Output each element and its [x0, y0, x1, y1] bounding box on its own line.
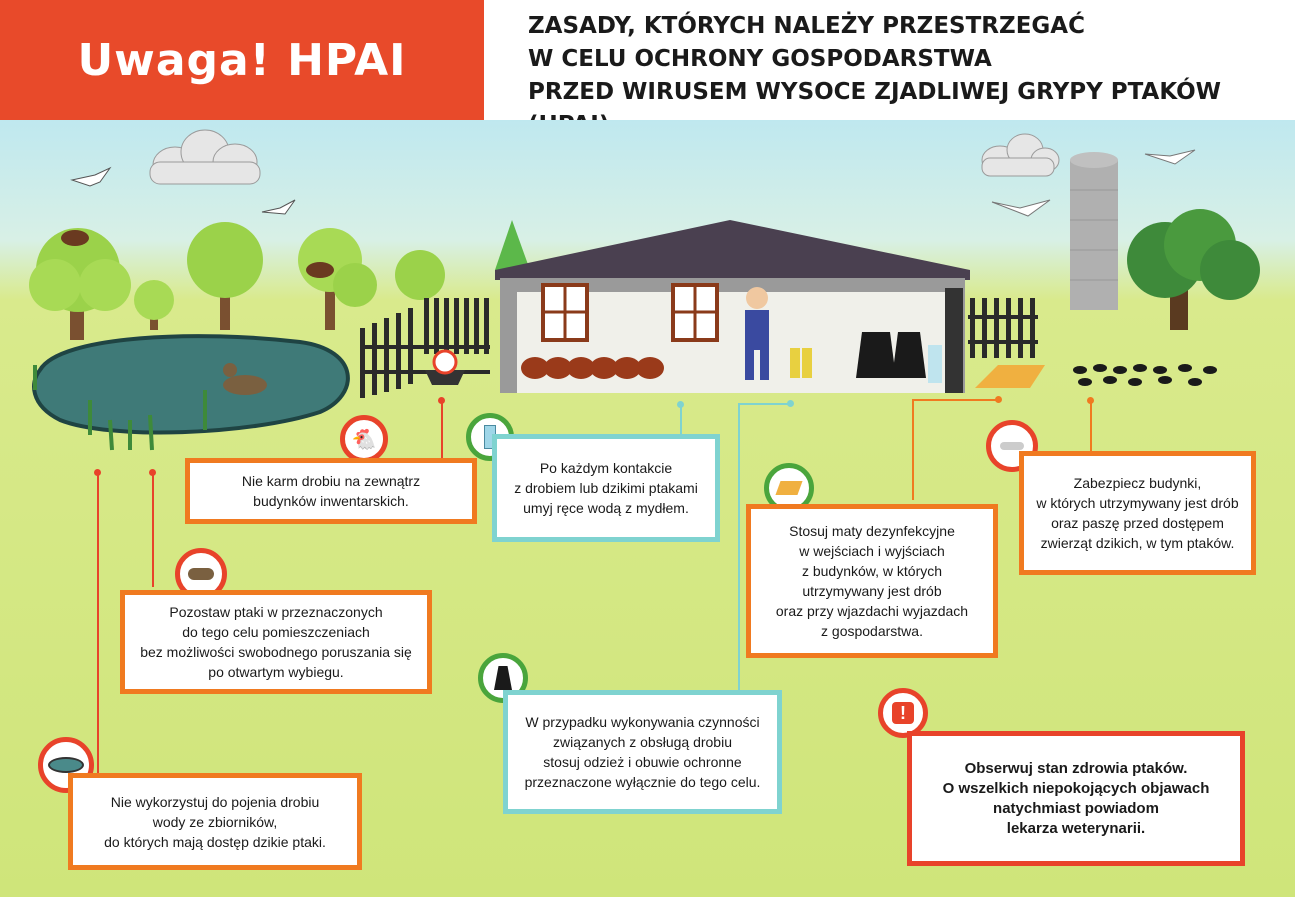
tip-secure-buildings — [1019, 451, 1256, 575]
tip-text: Nie wykorzystuj do pojenia drobiu — [110, 793, 320, 810]
tip-observe-health — [907, 731, 1245, 866]
tip-text: z gospodarstwa. — [821, 623, 923, 639]
perched-bird-icon — [306, 262, 334, 278]
tip-text: z budynków, w których — [801, 563, 943, 579]
barn-illustration — [495, 220, 970, 393]
tip-text: zwierząt dzikich, w tym ptaków. — [1040, 535, 1235, 551]
flying-bird-icon — [72, 168, 110, 186]
exclamation-icon: ! — [878, 688, 928, 738]
tip-no-outdoor-feeding — [185, 458, 477, 524]
tip-text: przeznaczone wyłącznie do tego celu. — [524, 774, 761, 790]
cloud-icon — [982, 134, 1059, 176]
tip-text: do których mają dostęp dzikie ptaki. — [104, 833, 326, 850]
tip-disinfection-mats — [746, 504, 998, 658]
tree-icon — [134, 280, 174, 330]
flying-bird-icon — [1145, 150, 1195, 164]
header-title-line: PRZED WIRUSEM WYSOCE ZJADLIWEJ GRYPY PTAKÓW — [528, 79, 1222, 105]
spray-bottle — [928, 345, 942, 383]
tree-icon — [298, 228, 377, 330]
flying-bird-icon — [262, 200, 295, 214]
footprints-icon — [1073, 364, 1217, 386]
disinfection-mat — [975, 365, 1045, 388]
tip-wash-hands — [492, 434, 720, 542]
tip-text: natychmiast powiadom — [993, 799, 1159, 817]
header-badge — [0, 0, 484, 120]
tip-text: utrzymywany jest drób — [802, 583, 942, 599]
header-title-line: ZASADY, KTÓRYCH NALEŻY PRZESTRZEGAĆ — [528, 13, 1085, 39]
header-title-line: W CELU OCHRONY GOSPODARSTWA — [528, 46, 992, 72]
fence-right — [968, 298, 1038, 358]
tip-text: wody ze zbiorników, — [152, 813, 278, 830]
flying-bird-icon — [992, 200, 1050, 216]
tip-water-source — [68, 773, 362, 870]
tip-text: oraz paszę przed dostępem — [1051, 515, 1224, 531]
tip-text: po otwartym wybiegu. — [208, 664, 344, 680]
tip-text: W przypadku wykonywania czynności — [525, 714, 760, 730]
pine-tree-icon — [495, 220, 530, 270]
tip-keep-birds-indoors — [120, 590, 432, 694]
tip-text: umyj ręce wodą z mydłem. — [523, 500, 689, 516]
tip-text: z drobiem lub dzikimi ptakami — [514, 480, 698, 496]
cloud-icon — [150, 130, 260, 184]
tip-text: Zabezpiecz budynki, — [1073, 475, 1202, 491]
feeder-icon — [425, 351, 465, 385]
tip-text: O wszelkich niepokojących objawach — [942, 779, 1210, 797]
tip-text: Nie karm drobiu na zewnątrz — [241, 473, 421, 489]
perched-bird-icon — [61, 230, 89, 246]
tree-icon — [187, 222, 263, 330]
tip-text: stosuj odzież i obuwie ochronne — [543, 754, 742, 770]
chicken-prohibited-icon: 🐔 — [340, 415, 388, 463]
header-badge-text: Uwaga! HPAI — [77, 34, 407, 86]
pond-icon — [34, 336, 348, 432]
tip-protective-clothing — [503, 690, 782, 814]
tree-icon — [1127, 209, 1260, 330]
tip-text: Obserwuj stan zdrowia ptaków. — [964, 759, 1188, 777]
tip-text: Po każdym kontakcie — [539, 460, 673, 476]
tip-text: bez możliwości swobodnego poruszania się — [140, 644, 412, 660]
tip-text: Pozostaw ptaki w przeznaczonych — [169, 604, 383, 620]
tree-icon — [395, 250, 445, 300]
tip-text: związanych z obsługą drobiu — [553, 734, 732, 750]
tip-text: budynków inwentarskich. — [253, 493, 409, 509]
fence-left — [360, 298, 490, 398]
tip-text: lekarza weterynarii. — [1006, 819, 1146, 837]
tip-text: oraz przy wjazdachi wyjazdach — [775, 603, 969, 619]
tip-text: do tego celu pomieszczeniach — [182, 624, 370, 640]
tip-text: Stosuj maty dezynfekcyjne — [789, 523, 955, 539]
tip-text: w których utrzymywany jest drób — [1036, 495, 1239, 511]
duck-icon — [223, 375, 267, 395]
tip-text: w wejściach i wyjściach — [799, 543, 945, 559]
silo-illustration — [1070, 152, 1118, 310]
